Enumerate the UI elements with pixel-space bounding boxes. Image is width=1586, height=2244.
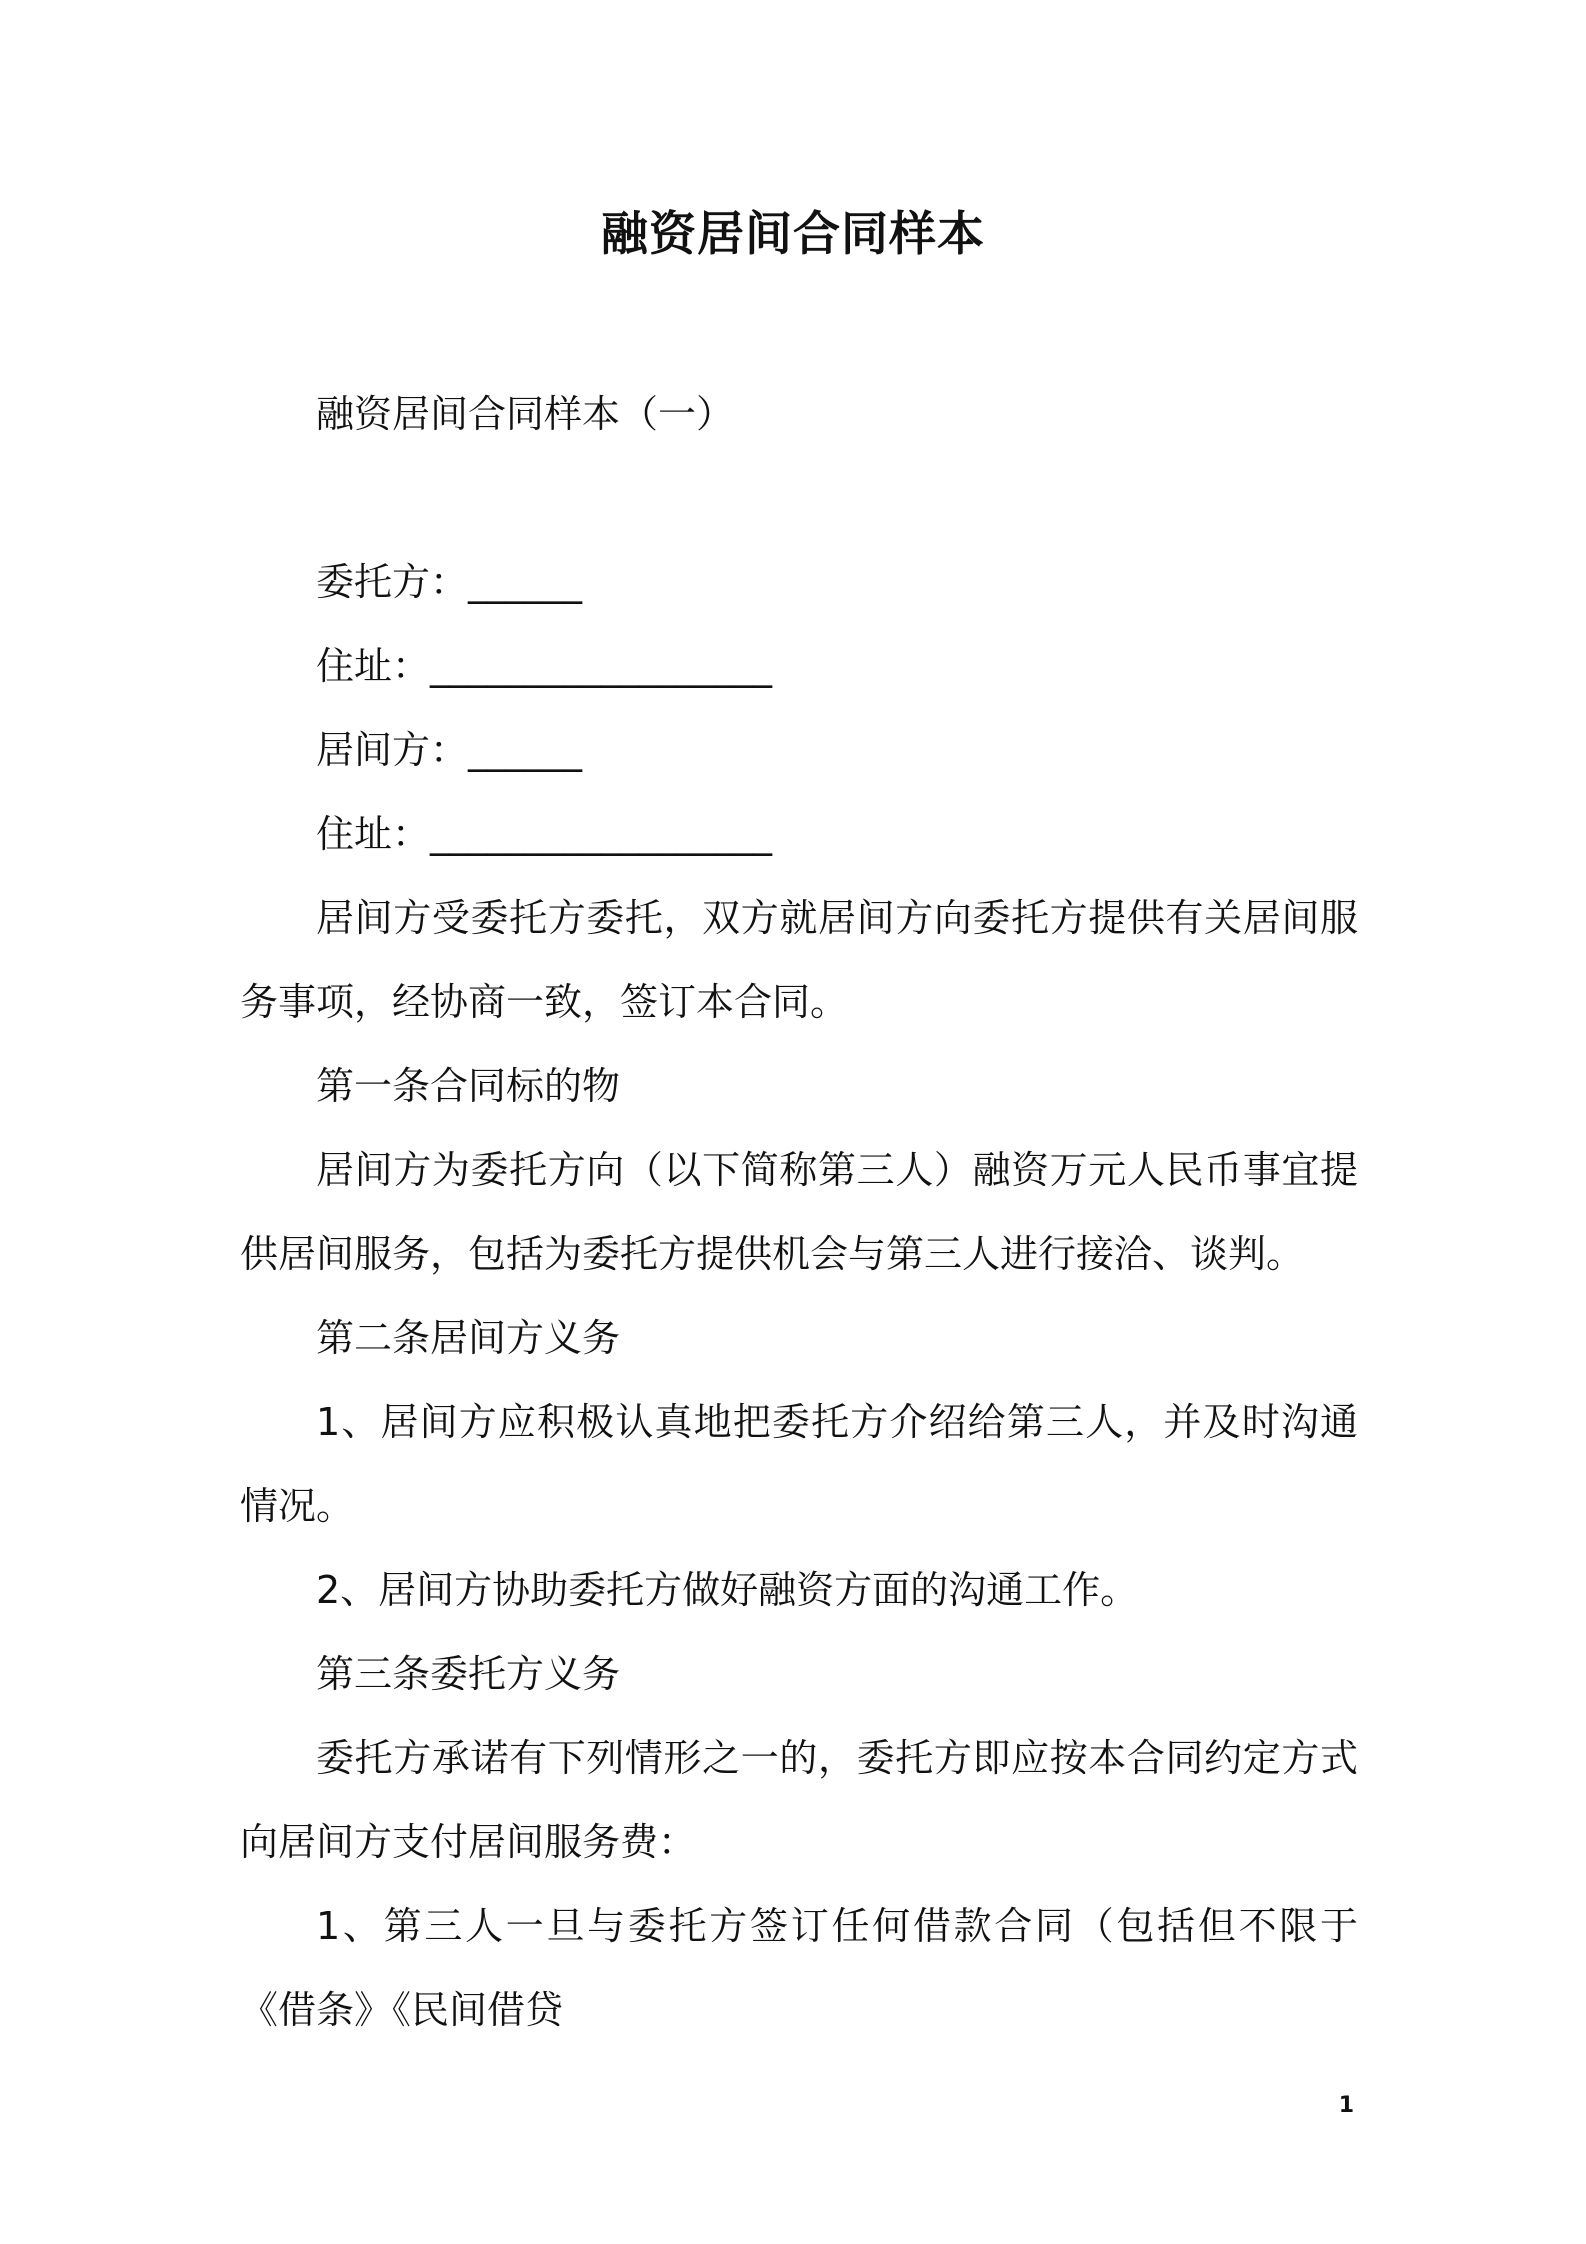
page-number: 1 <box>1338 2093 1354 2118</box>
client-field: 委托方：______ <box>316 560 583 604</box>
subtitle-paragraph: 融资居间合同样本（一） <box>316 392 735 436</box>
article-3-item-1: 1、第三人一旦与委托方签订任何借款合同（包括但不限于《借条》《民间借贷 <box>240 1904 1358 2032</box>
intro-paragraph: 居间方受委托方委托，双方就居间方向委托方提供有关居间服务事项，经协商一致，签订本合同。 <box>240 896 1358 1024</box>
article-2-item-2: 2、居间方协助委托方做好融资方面的沟通工作。 <box>316 1568 1139 1612</box>
article-3-heading: 第三条委托方义务 <box>316 1652 621 1696</box>
document-title: 融资居间合同样本 <box>601 207 985 262</box>
article-2-item-1: 1、居间方应积极认真地把委托方介绍给第三人，并及时沟通情况。 <box>240 1400 1358 1528</box>
client-address-field: 住址：__________________ <box>316 644 773 688</box>
broker-field: 居间方：______ <box>316 728 583 772</box>
document-body <box>240 372 1358 2052</box>
broker-address-field: 住址：__________________ <box>316 812 773 856</box>
article-2-heading: 第二条居间方义务 <box>316 1316 621 1360</box>
article-1-paragraph: 居间方为委托方向（以下简称第三人）融资万元人民币事宜提供居间服务，包括为委托方提供机会与第三人进行接洽、谈判。 <box>240 1148 1358 1276</box>
article-1-heading: 第一条合同标的物 <box>316 1064 621 1108</box>
article-3-paragraph: 委托方承诺有下列情形之一的，委托方即应按本合同约定方式向居间方支付居间服务费： <box>240 1736 1358 1864</box>
